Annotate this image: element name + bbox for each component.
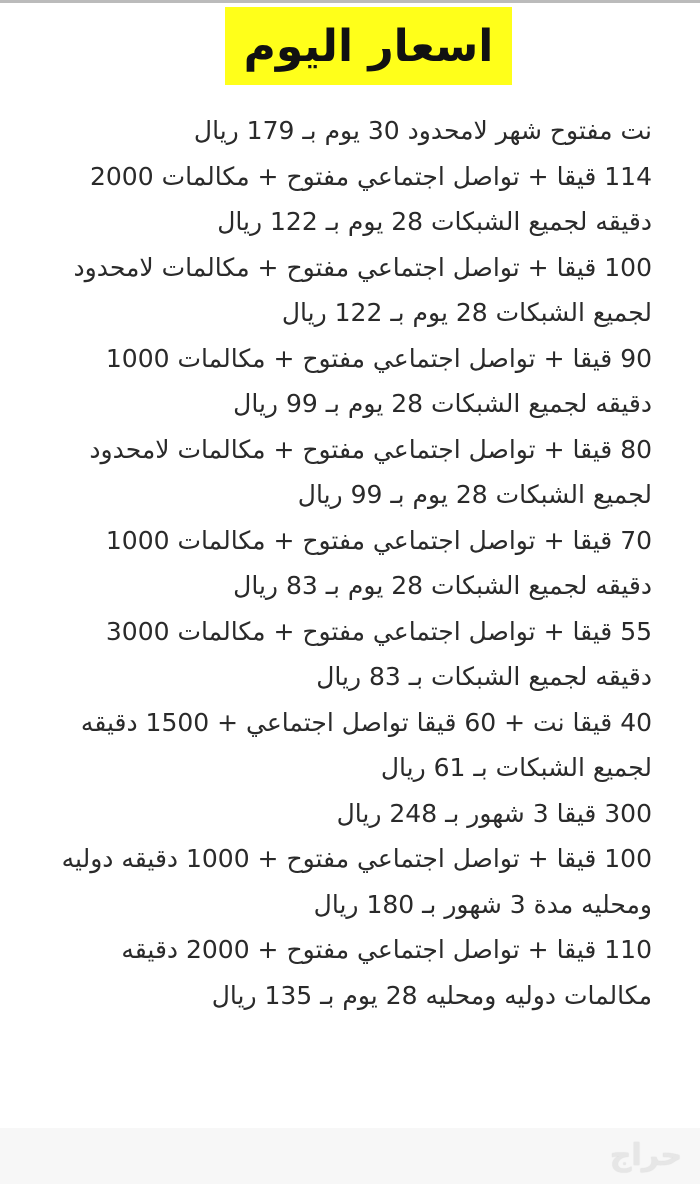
- haraj-watermark: حراج: [609, 1138, 682, 1173]
- price-line: 300 قيقا 3 شهور بـ 248 ريال: [336, 798, 652, 828]
- price-line: 70 قيقا + تواصل اجتماعي مفتوح + مكالمات 1000: [105, 525, 652, 555]
- page-title: اسعار اليوم: [225, 7, 512, 85]
- price-line: دقيقه لجميع الشبكات 28 يوم بـ 122 ريال: [217, 207, 652, 236]
- price-line: 100 قيقا + تواصل اجتماعي مفتوح + مكالمات لامحدود: [73, 252, 652, 282]
- price-line: مكالمات دوليه ومحليه 28 يوم بـ 135 ريال: [211, 980, 652, 1010]
- price-line: 80 قيقا + تواصل اجتماعي مفتوح + مكالمات لامحدود: [89, 434, 652, 464]
- price-line: 55 قيقا + تواصل اجتماعي مفتوح + مكالمات 3000: [105, 616, 652, 646]
- price-list: [62, 108, 652, 1018]
- price-line: دقيقه لجميع الشبكات بـ 83 ريال: [316, 662, 652, 691]
- price-line: دقيقه لجميع الشبكات 28 يوم بـ 99 ريال: [233, 389, 652, 418]
- price-line: دقيقه لجميع الشبكات 28 يوم بـ 83 ريال: [233, 571, 652, 600]
- price-line: 110 قيقا + تواصل اجتماعي مفتوح + 2000 دقيقه: [121, 935, 652, 964]
- price-line: نت مفتوح شهر لامحدود 30 يوم بـ 179 ريال: [193, 116, 652, 145]
- price-line: لجميع الشبكات 28 يوم بـ 99 ريال: [297, 480, 652, 509]
- price-line: 40 قيقا نت + 60 قيقا تواصل اجتماعي + 1500 دقيقه: [80, 707, 652, 737]
- price-line: 90 قيقا + تواصل اجتماعي مفتوح + مكالمات 1000: [105, 343, 652, 373]
- price-line: 114 قيقا + تواصل اجتماعي مفتوح + مكالمات 2000: [90, 161, 652, 191]
- price-line: ومحليه مدة 3 شهور بـ 180 ريال: [313, 889, 652, 919]
- footer-bar: [0, 1128, 700, 1184]
- price-line: لجميع الشبكات 28 يوم بـ 122 ريال: [281, 298, 652, 327]
- top-border: [0, 0, 700, 3]
- price-line: لجميع الشبكات بـ 61 ريال: [380, 753, 652, 782]
- price-line: 100 قيقا + تواصل اجتماعي مفتوح + 1000 دقيقه دوليه: [61, 844, 652, 873]
